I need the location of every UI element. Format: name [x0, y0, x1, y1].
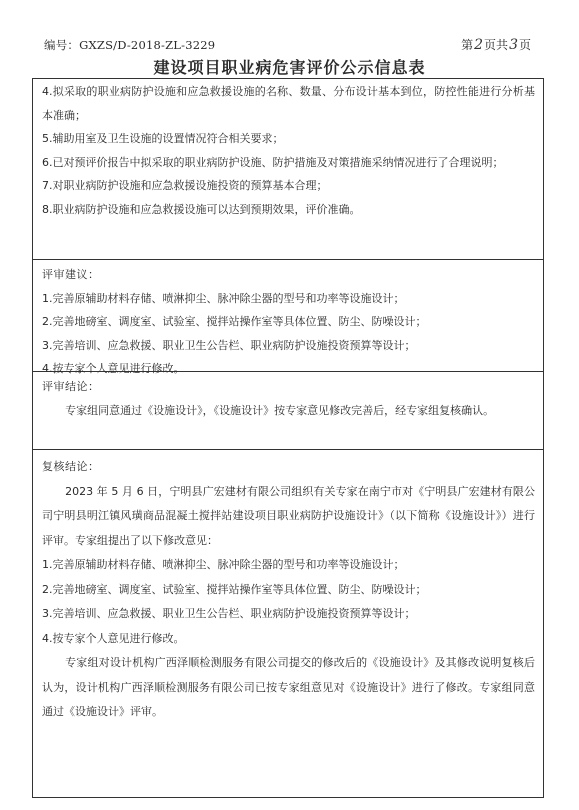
recheck-item: 4.按专家个人意见进行修改。: [42, 631, 185, 645]
page-total: 3: [509, 37, 518, 53]
page-indicator: [461, 36, 531, 53]
suggestion-item: 2.完善地磅室、调度室、试验室、搅拌站操作室等具体位置、防尘、防噪设计；: [42, 315, 427, 328]
suggestion-item: 3.完善培训、应急救援、职业卫生公告栏、职业病防护设施投资预算等设计；: [42, 338, 416, 352]
opinion-item: 8.职业病防护设施和应急救援设施可以达到预期效果，评价准确。: [42, 202, 361, 216]
conclusion-section: [33, 372, 543, 450]
recheck-item: 1.完善原辅助材料存储、喷淋抑尘、脉冲除尘器的型号和功率等设施设计；: [42, 558, 405, 571]
recheck-section: [33, 450, 543, 725]
opinion-item: 6.已对预评价报告中拟采取的职业病防护设施、防护措施及对策措施采纳情况进行了合理说明；: [42, 155, 504, 169]
document-number: 编号：GXZS/D-2018-ZL-3229: [44, 38, 216, 52]
opinion-item: 7.对职业病防护设施和应急救援设施投资的预算基本合理；: [42, 179, 328, 192]
page-suffix: 页: [518, 38, 531, 52]
review-opinions-section: [33, 79, 543, 260]
suggestions-label: 评审建议：: [42, 268, 100, 281]
opinion-item: 4.拟采取的职业病防护设施和应急救援设施的名称、数量、分布设计基本到位，防控性能进行分析基本准确；: [42, 85, 535, 122]
opinion-item: 5.辅助用室及卫生设施的设置情况符合相关要求；: [42, 132, 284, 145]
conclusion-label: 评审结论：: [42, 380, 100, 393]
recheck-label: 复核结论：: [42, 460, 100, 473]
page-current: 2: [474, 37, 484, 53]
recheck-item: 2.完善地磅室、调度室、试验室、搅拌站操作室等具体位置、防尘、防噪设计；: [42, 582, 427, 596]
conclusion-text: 专家组同意通过《设施设计》，《设施设计》按专家意见修改完善后，经专家组复核确认。: [65, 403, 495, 417]
suggestion-item: 1.完善原辅助材料存储、喷淋抑尘、脉冲除尘器的型号和功率等设施设计；: [42, 291, 405, 305]
info-table: [32, 78, 544, 798]
recheck-closing: 专家组对设计机构广西泽顺检测服务有限公司提交的修改后的《设施设计》及其修改说明复核后认为，设计机构广西泽顺检测服务有限公司已按专家组意见对《设施设计》进行了修改。专家组同意通过《设施设计》评审。: [42, 656, 535, 718]
page-prefix: 第: [461, 38, 474, 52]
document-title: 建设项目职业病危害评价公示信息表: [153, 58, 426, 77]
suggestions-section: [33, 260, 543, 375]
recheck-item: 3.完善培训、应急救援、职业卫生公告栏、职业病防护设施投资预算等设计；: [42, 607, 416, 620]
page-mid: 页共: [484, 38, 509, 52]
suggestion-item: 4.按专家个人意见进行修改。: [42, 362, 185, 375]
recheck-intro: 2023 年 5 月 6 日，宁明县广宏建材有限公司组织有关专家在南宁市对《宁明县广宏建材有限公司宁明县明江镇风璜商品混凝土搅拌站建设项目职业病防护设施设计》（以下简称《设施设计》）进行评审。专家组提出了以下修改意见：: [42, 484, 535, 547]
